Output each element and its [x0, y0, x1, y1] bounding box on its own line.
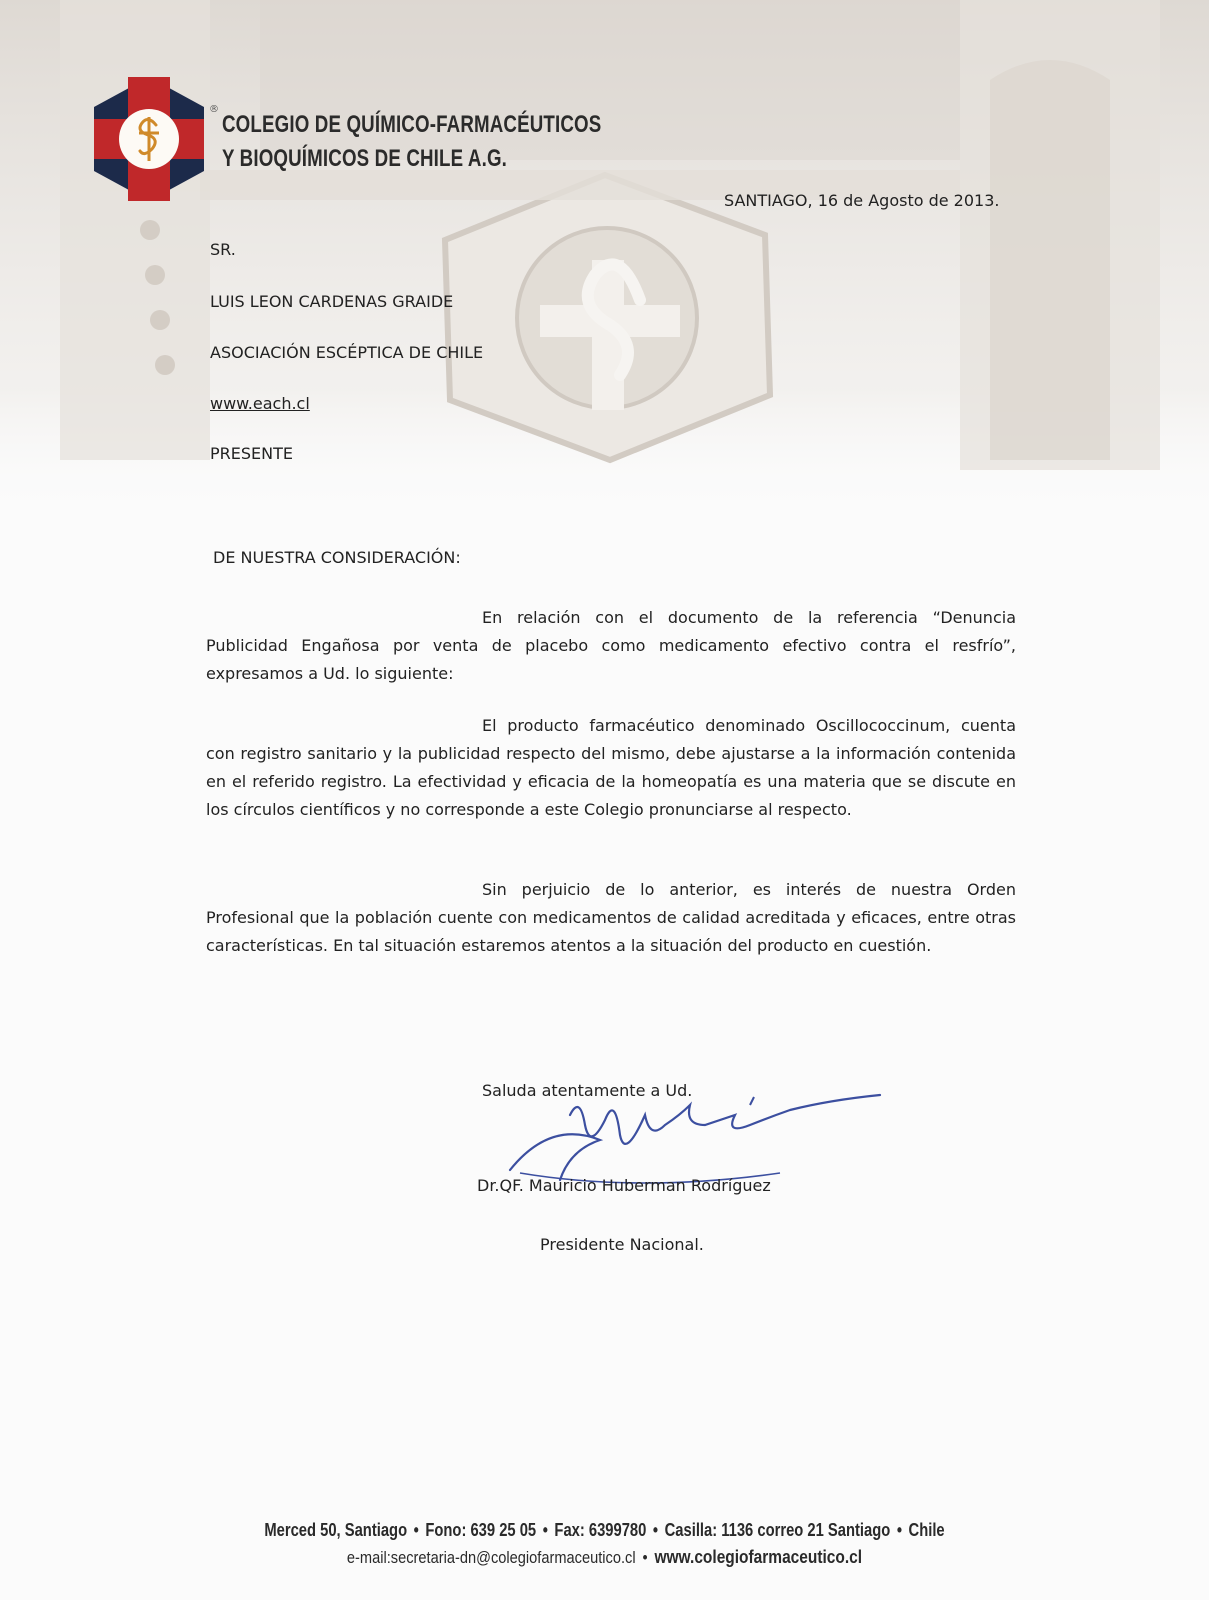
body-paragraph-3 [206, 876, 1016, 960]
signer-name: Dr.QF. Mauricio Huberman Rodríguez [477, 1176, 771, 1195]
footer-online-line [85, 1547, 1125, 1568]
body-paragraph-1-text: En relación con el documento de la referencia “Denuncia Publicidad Engañosa por venta de placebo como medicamento efectivo contra el resfrío”, expresamos a Ud. lo siguiente: [206, 608, 1016, 683]
footer-website-link[interactable]: www.colegiofarmaceutico.cl [654, 1547, 863, 1567]
signer-title: Presidente Nacional. [540, 1235, 704, 1254]
footer-bullet: • [542, 1520, 548, 1540]
footer-bullet: • [896, 1520, 902, 1540]
body-paragraph-2-text: El producto farmacéutico denominado Oscillococcinum, cuenta con registro sanitario y la publicidad respecto del mismo, debe ajustarse a la información contenida en el referido registro. La efectividad y eficacia de la homeopatía es una materia que se discute en los círculos científicos y no corresponde a este Colegio pronunciarse al respecto. [206, 716, 1016, 819]
recipient-salutation: SR. [210, 240, 236, 259]
letter-greeting: DE NUESTRA CONSIDERACIÓN: [213, 548, 461, 567]
footer-bullet: • [413, 1520, 419, 1540]
date-line: SANTIAGO, 16 de Agosto de 2013. [724, 191, 1000, 210]
organization-name-line-2: Y BIOQUÍMICOS DE CHILE A.G. [222, 145, 508, 172]
footer-mailbox: Casilla: 1136 correo 21 Santiago [664, 1520, 891, 1540]
registered-mark: ® [209, 104, 219, 115]
closing-salutation: Saluda atentamente a Ud. [482, 1081, 693, 1100]
footer-contact-line [109, 1520, 1100, 1541]
organization-name-line-1: COLEGIO DE QUÍMICO-FARMACÉUTICOS [222, 111, 602, 138]
footer-country: Chile [908, 1520, 945, 1540]
footer-fax: Fax: 6399780 [554, 1520, 647, 1540]
footer-phone: Fono: 639 25 05 [425, 1520, 537, 1540]
organization-name [222, 108, 601, 176]
body-paragraph-3-text: Sin perjuicio de lo anterior, es interés de nuestra Orden Profesional que la población cuente con medicamentos de calidad acreditada y eficaces, entre otras características. En tal situación estaremos atentos a la situación del producto en cuestión. [206, 880, 1016, 955]
recipient-name: LUIS LEON CARDENAS GRAIDE [210, 292, 454, 311]
footer-bullet: • [642, 1548, 648, 1567]
recipient-organization: ASOCIACIÓN ESCÉPTICA DE CHILE [210, 343, 484, 362]
footer-address: Merced 50, Santiago [264, 1520, 408, 1540]
footer-email-link[interactable]: e-mail:secretaria-dn@colegiofarmaceutico.cl [346, 1548, 636, 1567]
pharmacy-emblem-icon [90, 75, 208, 203]
signature-scribble [500, 1085, 920, 1220]
recipient-presente: PRESENTE [210, 444, 293, 463]
body-paragraph-2 [206, 712, 1016, 824]
footer-bullet: • [652, 1520, 659, 1540]
recipient-website-link[interactable]: www.each.cl [210, 394, 310, 413]
body-paragraph-1 [206, 604, 1016, 688]
